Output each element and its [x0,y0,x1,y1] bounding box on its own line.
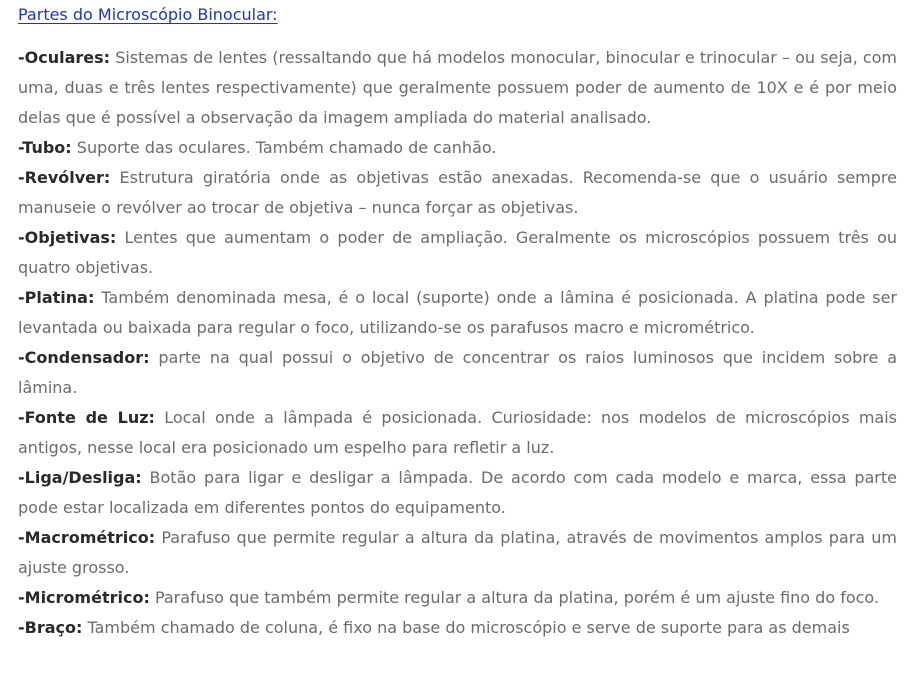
item-description: parte na qual possui o objetivo de concentrar os raios luminosos que incidem sobre a lâmina. [18,348,897,397]
list-item [18,163,897,223]
item-term: -Fonte de Luz: [18,408,155,427]
item-term: -Braço: [18,618,83,637]
item-description: Também denominada mesa, é o local (suporte) onde a lâmina é posicionada. A platina pode ser levantada ou baixada para regular o foco, utilizando-se os parafusos macro e micrométrico. [18,288,897,337]
list-item [18,613,897,643]
list-item [18,403,897,463]
item-term: -Tubo: [18,138,72,157]
list-item [18,133,897,163]
item-term: -Revólver: [18,168,111,187]
list-item [18,343,897,403]
item-description: Também chamado de coluna, é fixo na base do microscópio e serve de suporte para as demais [87,618,850,637]
list-item [18,463,897,523]
item-term: -Oculares: [18,48,111,67]
item-term: -Condensador: [18,348,150,367]
item-description: Estrutura giratória onde as objetivas estão anexadas. Recomenda-se que o usuário sempre manuseie o revólver ao trocar de objetiva – nunca forçar as objetivas. [18,168,897,217]
item-description: Sistemas de lentes (ressaltando que há modelos monocular, binocular e trinocular – ou seja, com uma, duas e três lentes respectivamente) que geralmente possuem poder de aumento de 10X e é por meio delas que é possível a observação da imagem ampliada do material analisado. [18,48,898,127]
list-item [18,523,897,583]
item-term: -Macrométrico: [18,528,156,547]
article-content [18,0,897,643]
list-item [18,223,897,283]
item-description: Local onde a lâmpada é posicionada. Curiosidade: nos modelos de microscópios mais antigos, nesse local era posicionado um espelho para refletir a luz. [18,408,897,457]
item-description: Parafuso que permite regular a altura da platina, através de movimentos amplos para um ajuste grosso. [18,528,897,577]
item-term: -Platina: [18,288,95,307]
item-term: -Micrométrico: [18,588,150,607]
item-description: Suporte das oculares. Também chamado de canhão. [76,138,497,157]
item-description: Parafuso que também permite regular a altura da platina, porém é um ajuste fino do foco. [154,588,880,607]
list-item [18,43,897,133]
parts-list [18,43,897,643]
item-description: Lentes que aumentam o poder de ampliação. Geralmente os microscópios possuem três ou quatro objetivas. [18,228,897,277]
list-item [18,283,897,343]
section-heading-link[interactable]: Partes do Microscópio Binocular: [18,5,278,24]
item-description: Botão para ligar e desligar a lâmpada. De acordo com cada modelo e marca, essa parte pode estar localizada em diferentes pontos do equipamento. [18,468,897,517]
item-term: -Liga/Desliga: [18,468,142,487]
item-term: -Objetivas: [18,228,117,247]
list-item [18,583,897,613]
